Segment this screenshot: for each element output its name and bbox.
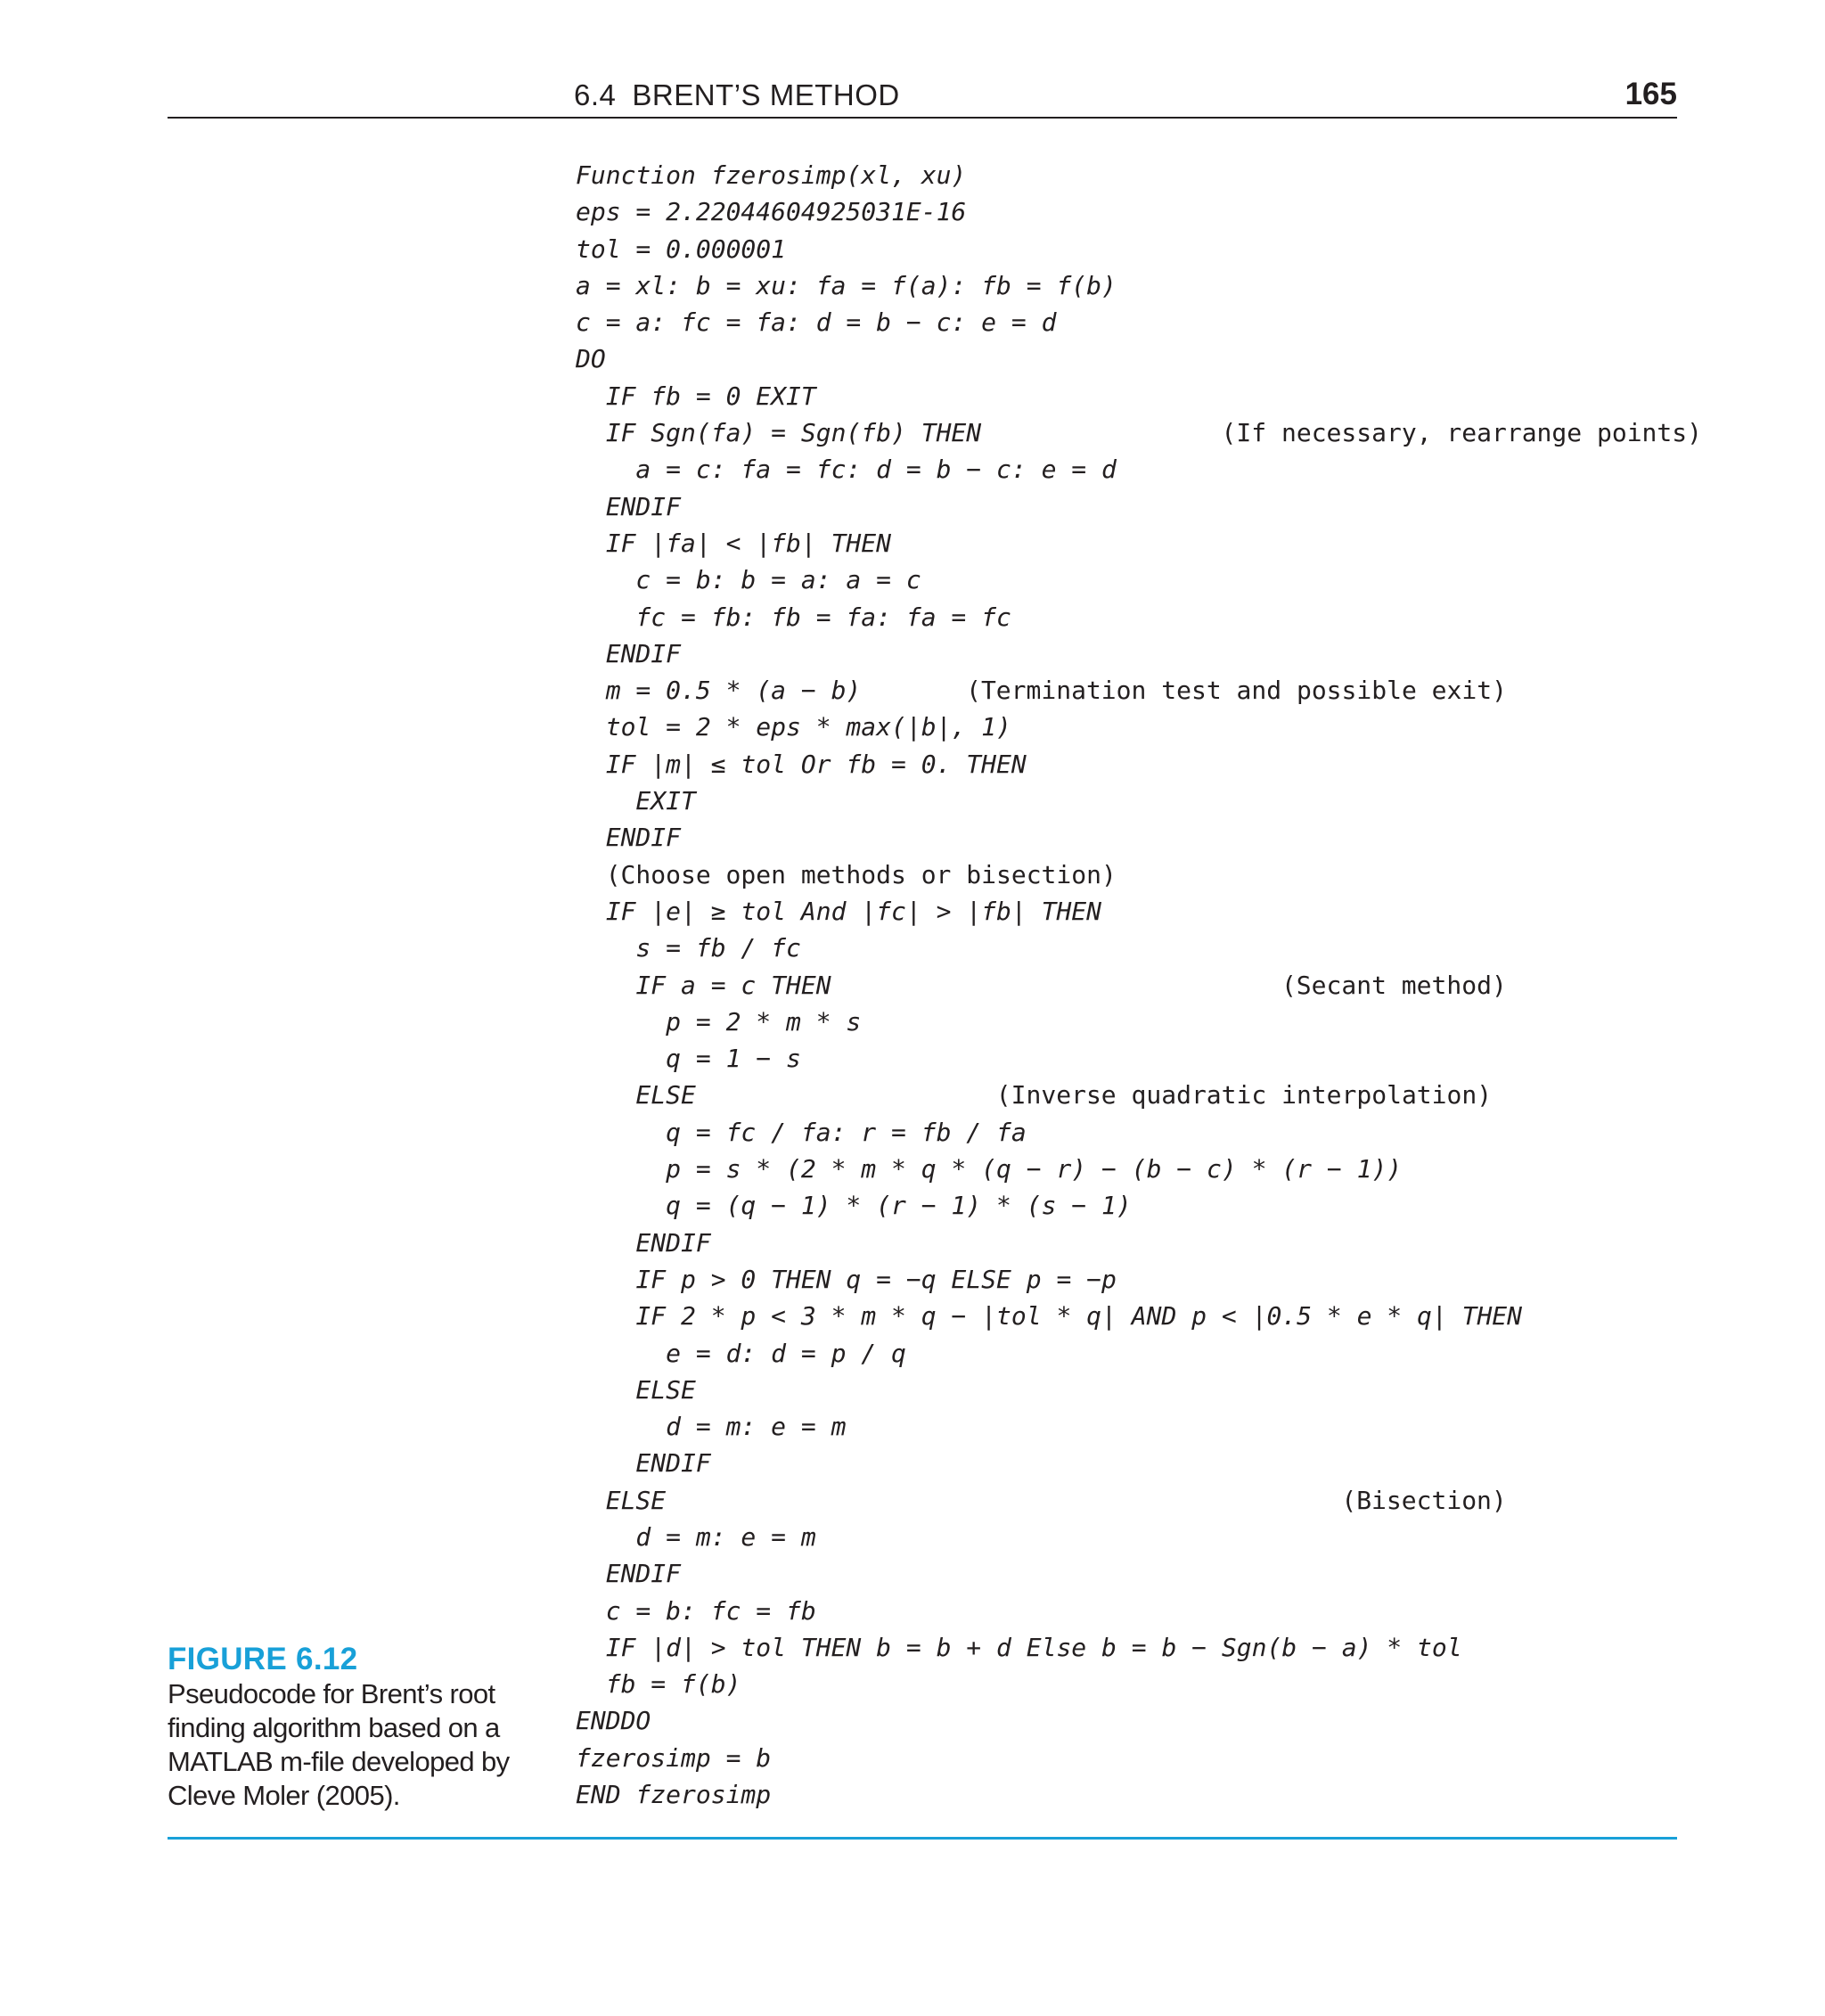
code-statement: ELSE [576, 1080, 696, 1110]
code-line [576, 340, 1522, 377]
code-statement: ELSE [576, 1374, 696, 1405]
code-line [576, 1482, 1522, 1519]
code-line [576, 525, 1522, 561]
code-line [576, 1593, 1522, 1629]
code-statement: ELSE [576, 1485, 667, 1515]
code-statement: e = d: d = p / q [576, 1338, 906, 1368]
code-line [576, 635, 1522, 672]
figure-bottom-rule [168, 1837, 1677, 1840]
code-statement: IF 2 * p < 3 * m * q − |tol * q| AND p < |0.5 * e * q| THEN [576, 1301, 1523, 1332]
code-statement: s = fb / fc [576, 933, 801, 963]
code-comment: (Choose open methods or bisection) [605, 859, 1117, 889]
code-line [576, 1298, 1522, 1334]
code-statement: IF |m| ≤ tol Or fb = 0. THEN [576, 749, 1027, 779]
code-line [576, 157, 1522, 193]
code-line [576, 304, 1522, 340]
code-statement: d = m: e = m [576, 1412, 847, 1442]
code-statement: IF |e| ≥ tol And |fc| > |fb| THEN [576, 896, 1102, 926]
running-head [574, 78, 900, 112]
code-line [576, 1187, 1522, 1224]
code-statement: ENDIF [576, 1227, 711, 1258]
header-rule [168, 117, 1677, 119]
code-line [576, 1666, 1522, 1702]
code-line [576, 967, 1522, 1004]
code-statement: d = m: e = m [576, 1521, 816, 1552]
caption-line: Cleve Moler (2005). [168, 1780, 400, 1811]
code-line [576, 709, 1522, 745]
code-statement: IF |d| > tol THEN b = b + d Else b = b − Sgn(b − a) * tol [576, 1632, 1462, 1662]
code-statement: p = s * (2 * m * q * (q − r) − (b − c) * (r − 1)) [576, 1154, 1403, 1184]
code-statement: tol = 2 * eps * max(|b|, 1) [576, 712, 1011, 742]
code-comment: (Termination test and possible exit) [966, 676, 1507, 706]
code-statement: IF Sgn(fa) = Sgn(fb) THEN [576, 418, 982, 448]
code-line [576, 1225, 1522, 1261]
code-line [576, 1114, 1522, 1151]
code-line [576, 1740, 1522, 1776]
code-statement: m = 0.5 * (a − b) [576, 676, 862, 706]
code-statement: ENDIF [576, 638, 682, 668]
code-statement: p = 2 * m * s [576, 1006, 862, 1037]
code-statement: ENDDO [576, 1706, 651, 1736]
code-comment: (Secant method) [1281, 970, 1507, 1000]
code-statement: EXIT [576, 786, 696, 816]
pseudocode-block [576, 157, 1702, 1813]
code-line [576, 1702, 1522, 1739]
code-statement: a = c: fa = fc: d = b − c: e = d [576, 455, 1117, 485]
caption-line: Pseudocode for Brent’s root [168, 1678, 495, 1709]
code-statement: DO [576, 344, 606, 374]
code-statement: IF a = c THEN [576, 970, 831, 1000]
code-line [576, 1408, 1522, 1445]
code-line [576, 1151, 1522, 1187]
code-line [576, 267, 1522, 304]
code-line [576, 1629, 1522, 1666]
code-statement: c = a: fc = fa: d = b − c: e = d [576, 307, 1057, 338]
code-statement: fzerosimp = b [576, 1742, 772, 1773]
code-line [576, 599, 1522, 635]
caption-line: MATLAB m-file developed by [168, 1746, 510, 1777]
code-line [576, 561, 1522, 598]
code-line [576, 451, 1522, 488]
code-statement: Function fzerosimp(xl, xu) [576, 160, 967, 190]
code-line [576, 1445, 1522, 1481]
code-statement: ENDIF [576, 1448, 711, 1479]
caption-line: finding algorithm based on a [168, 1712, 500, 1743]
section-number: 6.4 [574, 78, 617, 111]
code-line [576, 672, 1522, 709]
code-line [576, 1261, 1522, 1298]
code-statement: IF |fa| < |fb| THEN [576, 528, 892, 558]
code-comment: (Inverse quadratic interpolation) [995, 1080, 1493, 1110]
code-statement: q = 1 − s [576, 1044, 801, 1074]
figure-caption [168, 1642, 524, 1813]
code-statement: ENDIF [576, 823, 682, 853]
code-line [576, 930, 1522, 966]
code-statement: q = fc / fa: r = fb / fa [576, 1117, 1027, 1147]
code-statement: tol = 0.000001 [576, 234, 787, 264]
code-line [576, 1776, 1522, 1813]
code-line [576, 1555, 1522, 1592]
code-line [576, 378, 1522, 414]
code-line [576, 1372, 1522, 1408]
code-statement: END fzerosimp [576, 1780, 772, 1810]
code-comment: (If necessary, rearrange points) [1221, 418, 1702, 448]
code-statement: eps = 2.22044604925031E-16 [576, 197, 967, 227]
code-line [576, 1335, 1522, 1372]
code-statement: ENDIF [576, 491, 682, 521]
code-statement: c = b: b = a: a = c [576, 565, 921, 595]
code-comment: (Bisection) [1341, 1485, 1507, 1515]
code-line [576, 193, 1522, 230]
figure-label: FIGURE 6.12 [168, 1642, 358, 1676]
code-line [576, 231, 1522, 267]
code-line [576, 1077, 1522, 1113]
code-statement: IF fb = 0 EXIT [576, 381, 816, 411]
code-statement: ENDIF [576, 1559, 682, 1589]
code-line [576, 856, 1522, 893]
code-line [576, 414, 1702, 451]
code-line [576, 1519, 1522, 1555]
code-line [576, 1004, 1522, 1040]
code-line [576, 746, 1522, 783]
figure-caption-text [168, 1677, 524, 1813]
code-statement: IF p > 0 THEN q = −q ELSE p = −p [576, 1264, 1117, 1294]
code-statement: q = (q − 1) * (r − 1) * (s − 1) [576, 1191, 1132, 1221]
code-line [576, 893, 1522, 930]
code-statement: fb = f(b) [576, 1669, 741, 1700]
section-title: BRENT’S METHOD [632, 78, 900, 111]
code-line [576, 819, 1522, 856]
code-statement: c = b: fc = fb [576, 1595, 816, 1626]
code-line [576, 488, 1522, 525]
code-statement: fc = fb: fb = fa: fa = fc [576, 602, 1011, 632]
code-line [576, 783, 1522, 819]
code-statement: a = xl: b = xu: fa = f(a): fb = f(b) [576, 270, 1117, 300]
code-line [576, 1040, 1522, 1077]
page-number: 165 [1624, 77, 1677, 111]
